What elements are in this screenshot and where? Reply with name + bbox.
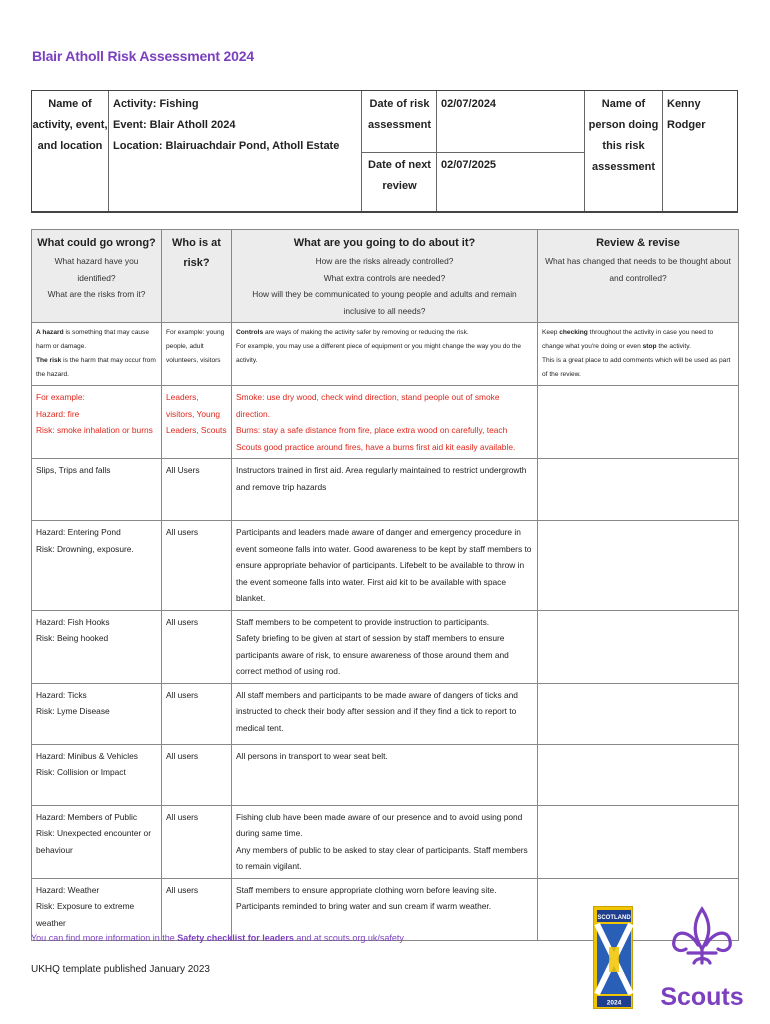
next-review-value: 02/07/2025 (441, 159, 497, 171)
scouts-logo (660, 905, 744, 1010)
date-value: 02/07/2024 (441, 98, 497, 110)
location-value: Location: Blairuachdair Pond, Atholl Estate (113, 140, 340, 152)
header-table (31, 90, 738, 213)
date-divider (362, 152, 585, 153)
col-review-revise: Review & revise What has changed that needs to be thought about and controlled? (538, 230, 739, 323)
table-header (32, 230, 739, 323)
example-row: For example: Hazard: fire Risk: smoke inhalation or burns Leaders, visitors, Young Leaders, Scouts Smoke: use dry wood, check wind direction, stand people out of smoke direction. Burns: stay a safe distance from fire, place extra wood on carefully, teach Scouts good practice around fires, have a burns first aid kit easily available. (32, 386, 739, 459)
guide-row: A hazard is something that may cause harm or damage. The risk is the harm that may occur from the hazard. For example: young people, adult volunteers, visitors Controls are ways of making the activity safer by removing or reducing the risk. For example, you may use a different piece of equipment or you might change the way you do the activity. Keep checking throughout the activity in case you need to change what you're doing or even stop the activity. This is a great place to add comments which will be used as part of the review. (32, 323, 739, 386)
col-what-to-do: What are you going to do about it? How are the risks already controlled? What extra controls are needed? How will they be communicated to young people and adults and remain inclusive to all needs? (232, 230, 538, 323)
table-row: Hazard: Ticks Risk: Lyme Disease All users All staff members and participants to be made aware of dangers of ticks and instructed to check their body after session and if they find a tick to report to medical tent. (32, 683, 739, 744)
activity-value: Activity: Fishing (113, 98, 199, 110)
safety-info: You can find more information in the Safety checklist for leaders and at scouts.org.uk/safety (31, 933, 404, 943)
template-published: UKHQ template published January 2023 (31, 964, 210, 975)
event-value: Event: Blair Atholl 2024 (113, 119, 236, 131)
page-title: Blair Atholl Risk Assessment 2024 (32, 48, 254, 64)
fleur-de-lis-icon (660, 905, 744, 1010)
col-what-could-go-wrong: What could go wrong? What hazard have you identified? What are the risks from it? (32, 230, 162, 323)
risk-table (31, 229, 739, 941)
saltire-icon (594, 907, 634, 1010)
scouts-wordmark: Scouts (660, 983, 744, 1010)
name-label: Name of activity, event, and location (32, 91, 109, 211)
table-row: Hazard: Members of Public Risk: Unexpected encounter or behaviour All users Fishing club have been made aware of our presence and to avoid using pond during same time. Any members of public to be asked to stay clear of participants. Staff members to remain vigilant. (32, 805, 739, 878)
table-row: Hazard: Entering Pond Risk: Drowning, exposure. All users Participants and leaders made aware of danger and emergency procedure in event someone falls into water. Good awareness to be kept by staff members to ensure appropriate behavior of participants. Lifebelt to be available to throw in the event someone falls into water. First aid kit to be available with space blanket. (32, 521, 739, 611)
table-row: Hazard: Minibus & Vehicles Risk: Collision or Impact All users All persons in transport to wear seat belt. (32, 744, 739, 805)
scotland-2024-badge (593, 906, 633, 1009)
next-review-label: Date of next review (368, 159, 431, 192)
safety-checklist-link[interactable]: Safety checklist for leaders (177, 933, 294, 943)
table-row: Hazard: Weather Risk: Exposure to extreme weather All users Staff members to ensure appropriate clothing worn before leaving site. Participants reminded to bring water and sun cream if warm weather. (32, 878, 739, 940)
activity-details (109, 91, 362, 211)
badge-year-text: 2024 (606, 999, 622, 1007)
table-row: Slips, Trips and falls All Users Instructors trained in first aid. Area regularly maintained to restrict undergrowth and remove trip hazards (32, 459, 739, 521)
date-label: Date of risk assessment (368, 98, 431, 131)
person-value: Kenny Rodger (667, 98, 706, 131)
person-label: Name of person doing this risk assessment (585, 91, 663, 211)
badge-top-text: SCOTLAND (597, 915, 631, 921)
table-row: Hazard: Fish Hooks Risk: Being hooked All users Staff members to be competent to provide instruction to participants. Safety briefing to be given at start of session by staff members to ensure participants aware of risk, to ensure awareness of those around them and correct method of using rod. (32, 610, 739, 683)
col-who-at-risk: Who is at risk? (162, 230, 232, 323)
